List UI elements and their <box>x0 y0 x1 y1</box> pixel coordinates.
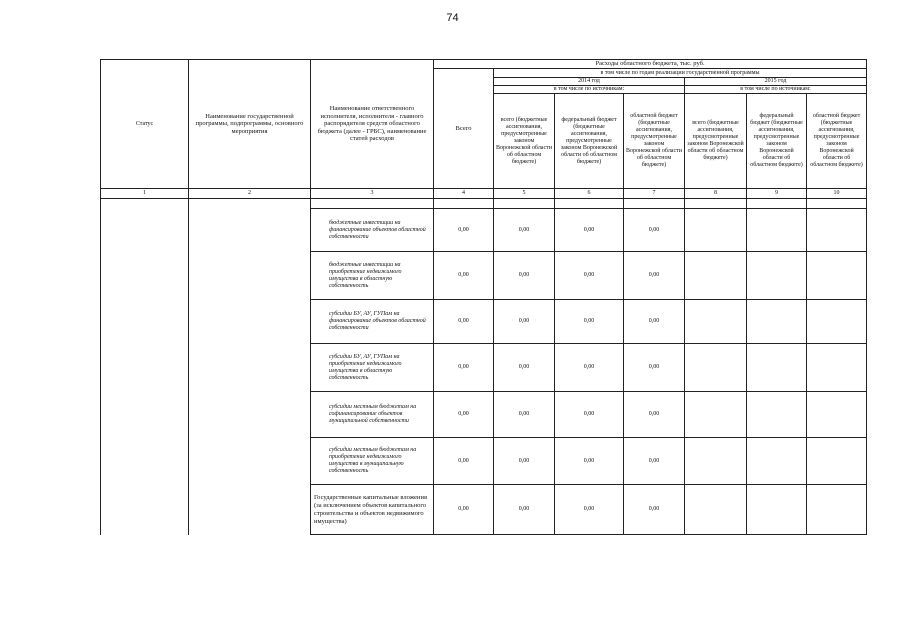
header-total: Всего <box>434 69 494 189</box>
header-program-name: Наименование государственной программы, подпрограммы, основного мероприятия <box>189 60 311 189</box>
header-year-2015: 2015 год <box>685 78 867 86</box>
row-label: Государственные капитальные вложения (за исключением объектов капитального строительства и объектов недвижимого имущества) <box>311 485 434 535</box>
header-status: Статус <box>101 60 189 189</box>
row-label: субсидии местным бюджетам на софинансирование объектов муниципальной собственности <box>311 392 434 438</box>
page-number: 74 <box>446 12 459 24</box>
col-number: 6 <box>555 189 624 199</box>
header-col10: областной бюджет (бюджетные ассигнования, предусмотренные законом Воронежской области об областном бюджете) <box>807 94 867 189</box>
column-number-row <box>101 189 867 199</box>
row-2014-regional: 0,00 <box>624 209 685 252</box>
row-2014-regional: 0,00 <box>624 485 685 535</box>
row-2014-regional: 0,00 <box>624 392 685 438</box>
col-number: 8 <box>685 189 747 199</box>
row-total: 0,00 <box>434 300 494 344</box>
col-number: 2 <box>189 189 311 199</box>
program-cell <box>189 199 311 535</box>
row-label: субсидии местным бюджетам на приобретение недвижимого имущества в муниципальную собственность <box>311 438 434 485</box>
col-number: 3 <box>311 189 434 199</box>
row-2014-federal: 0,00 <box>555 392 624 438</box>
row-total: 0,00 <box>434 438 494 485</box>
col-number: 9 <box>747 189 807 199</box>
row-2014-total: 0,00 <box>494 300 555 344</box>
row-2014-total: 0,00 <box>494 485 555 535</box>
row-total: 0,00 <box>434 392 494 438</box>
row-2014-regional: 0,00 <box>624 344 685 392</box>
col-number: 10 <box>807 189 867 199</box>
row-label: субсидии БУ, АУ, ГУПам на финансирование объектов областной собственности <box>311 300 434 344</box>
row-2014-federal: 0,00 <box>555 252 624 300</box>
header-by-sources-2015: в том числе по источникам: <box>685 86 867 94</box>
header-by-years: в том числе по годам реализации государственной программы <box>494 69 867 78</box>
col-number: 1 <box>101 189 189 199</box>
header-executor: Наименование ответственного исполнителя, исполнителя - главного распорядителя средств областного бюджета (далее - ГРБС), наименование статей расходов <box>311 60 434 189</box>
row-2014-regional: 0,00 <box>624 438 685 485</box>
row-total: 0,00 <box>434 485 494 535</box>
header-by-sources-2014: в том числе по источникам: <box>494 86 685 94</box>
header-col9: федеральный бюджет (бюджетные ассигнования, предусмотренные законом Воронежской области об областном бюджете) <box>747 94 807 189</box>
row-label: субсидии БУ, АУ, ГУПам на приобретение недвижимого имущества в областную собственность <box>311 344 434 392</box>
col-number: 5 <box>494 189 555 199</box>
row-total: 0,00 <box>434 344 494 392</box>
row-2014-total: 0,00 <box>494 252 555 300</box>
row-2014-federal: 0,00 <box>555 485 624 535</box>
row-label: бюджетные инвестиции на приобретение недвижимого имущества в областную собственность <box>311 252 434 300</box>
header-expenses-title: Расходы областного бюджета, тыс. руб. <box>434 60 867 69</box>
status-cell <box>101 199 189 535</box>
row-2014-total: 0,00 <box>494 392 555 438</box>
col-number: 4 <box>434 189 494 199</box>
row-2014-total: 0,00 <box>494 438 555 485</box>
header-col6: федеральный бюджет (бюджетные ассигнования, предусмотренные законом Воронежской области об областном бюджете) <box>555 94 624 189</box>
row-2014-regional: 0,00 <box>624 252 685 300</box>
row-label: бюджетные инвестиции на финансирование объектов областной собственности <box>311 209 434 252</box>
col-number: 7 <box>624 189 685 199</box>
row-2014-federal: 0,00 <box>555 300 624 344</box>
row-2014-total: 0,00 <box>494 209 555 252</box>
row-2014-federal: 0,00 <box>555 209 624 252</box>
header-col8: всего (бюджетные ассигнования, предусмотренные законом Воронежской области об областном бюджете) <box>685 94 747 189</box>
row-2014-federal: 0,00 <box>555 344 624 392</box>
row-2014-total: 0,00 <box>494 344 555 392</box>
header-year-2014: 2014 год <box>494 78 685 86</box>
header-col5: всего (бюджетные ассигнования, предусмотренные законом Воронежской области об областном бюджете) <box>494 94 555 189</box>
header-col7: областной бюджет (бюджетные ассигнования, предусмотренные законом Воронежской области об областном бюджете) <box>624 94 685 189</box>
row-2014-federal: 0,00 <box>555 438 624 485</box>
row-total: 0,00 <box>434 252 494 300</box>
row-total: 0,00 <box>434 209 494 252</box>
budget-table-grid <box>100 59 867 535</box>
row-2014-regional: 0,00 <box>624 300 685 344</box>
